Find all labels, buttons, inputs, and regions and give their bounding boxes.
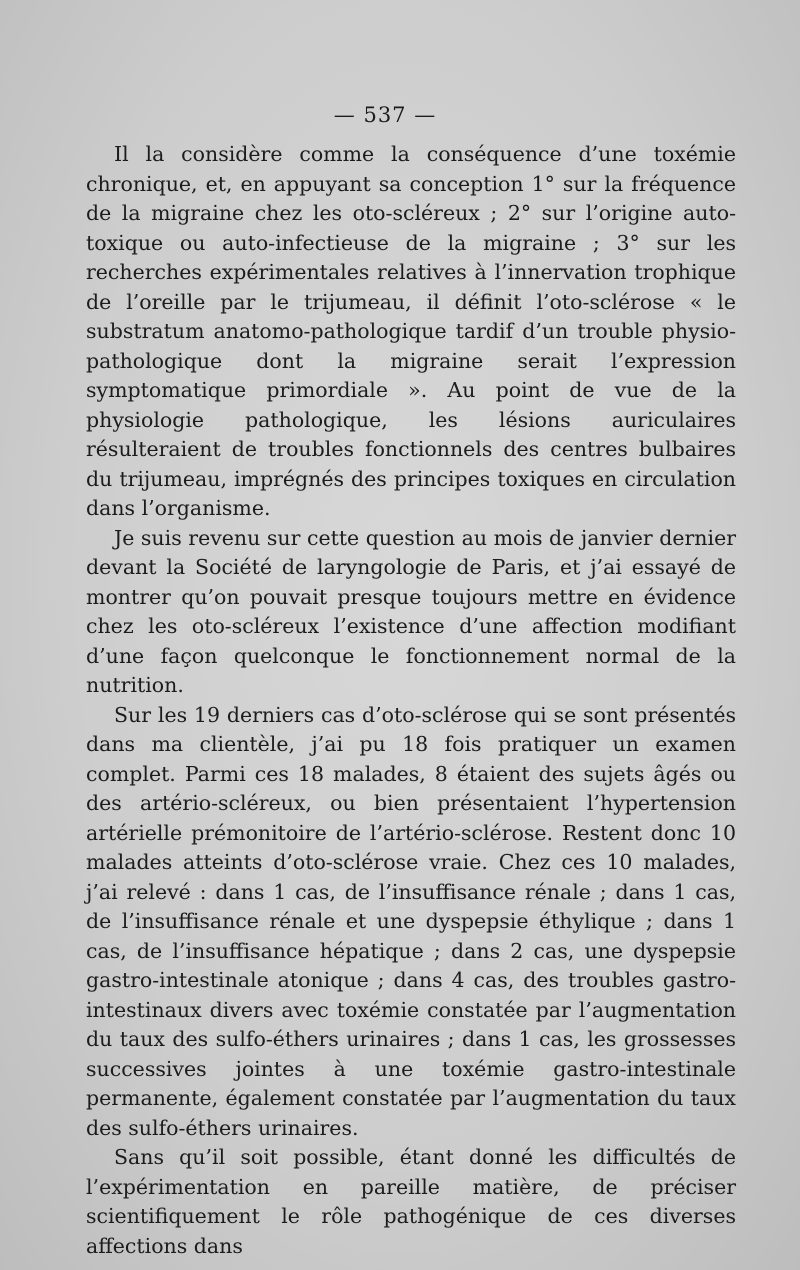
paragraph: Sans qu’il soit possible, étant donné les difficultés de l’expérimentation en pareille matière, de préciser scientifiquement le rôle pathogénique de ces diverses affections dans	[86, 1145, 736, 1258]
paragraph: Il la considère comme la conséquence d’une toxémie chronique, et, en appuyant sa conception 1° sur la fréquence de la migraine chez les oto-scléreux ; 2° sur l’origine auto-toxique ou auto-infectieuse de la migraine ; 3° sur les recherches expérimentales relatives à l’innervation trophique de l’oreille par le trijumeau, il définit l’oto-sclérose « le substratum anatomo-pathologique tardif d’un trouble physio-pathologique dont la migraine serait l’expression symptomatique primordiale ». Au point de vue de la physiologie pathologique, les lésions auriculaires résulteraient de troubles fonctionnels des centres bulbaires du trijumeau, imprégnés des principes toxiques en circulation dans l’organisme.	[86, 142, 736, 520]
page-number: — 537 —	[333, 103, 437, 127]
paragraph: Sur les 19 derniers cas d’oto-sclérose qui se sont présentés dans ma clientèle, j’ai pu 18 fois pratiquer un examen complet. Parmi ces 18 malades, 8 étaient des sujets âgés ou des artério-scléreux, ou bien présentaient l’hypertension artérielle prémonitoire de l’artério-sclérose. Restent donc 10 malades atteints d’oto-sclérose vraie. Chez ces 10 malades, j’ai relevé : dans 1 cas, de l’insuffisance rénale ; dans 1 cas, de l’insuffisance rénale et une dyspepsie éthylique ; dans 1 cas, de l’insuffisance hépatique ; dans 2 cas, une dyspepsie gastro-intestinale atonique ; dans 4 cas, des troubles gastro-intestinaux divers avec toxémie constatée par l’augmentation du taux des sulfo-éthers urinaires ; dans 1 cas, les grossesses successives jointes à une toxémie gastro-intestinale permanente, également constatée par l’augmentation du taux des sulfo-éthers urinaires.	[86, 702, 736, 1140]
body-text	[86, 140, 736, 1261]
paragraph: Je suis revenu sur cette question au mois de janvier dernier devant la Société de laryngologie de Paris, et j’ai essayé de montrer qu’on pouvait presque toujours mettre en évidence chez les oto-scléreux l’existence d’une affection modifiant d’une façon quelconque le fonctionnement normal de la nutrition.	[86, 525, 736, 697]
